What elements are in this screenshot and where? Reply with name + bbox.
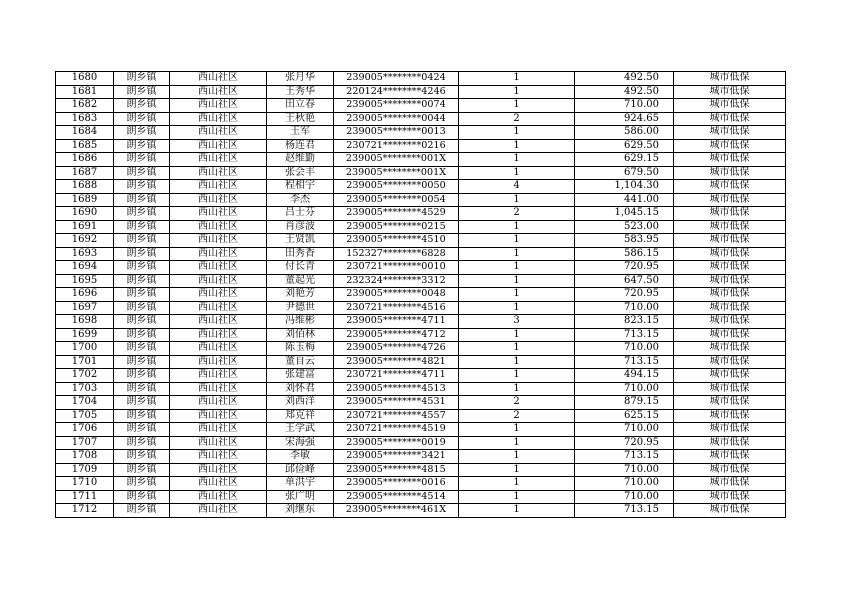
cell-community: 西山社区 xyxy=(170,247,267,261)
table-row xyxy=(56,436,786,450)
cell-town: 朗乡镇 xyxy=(114,274,170,288)
cell-community: 西山社区 xyxy=(170,153,267,167)
cell-person-name: 刘佰林 xyxy=(267,328,334,342)
cell-assistance-type: 城市低保 xyxy=(674,126,786,140)
cell-id-number: 230721********4519 xyxy=(334,423,459,437)
cell-id-number: 230721********4516 xyxy=(334,301,459,315)
cell-id-number: 239005********4712 xyxy=(334,328,459,342)
cell-amount: 629.15 xyxy=(575,153,674,167)
table-row xyxy=(56,355,786,369)
cell-household-count: 1 xyxy=(459,369,575,383)
cell-assistance-type: 城市低保 xyxy=(674,193,786,207)
table-row xyxy=(56,72,786,86)
cell-community: 西山社区 xyxy=(170,193,267,207)
cell-amount: 713.15 xyxy=(575,355,674,369)
cell-community: 西山社区 xyxy=(170,288,267,302)
cell-amount: 713.15 xyxy=(575,328,674,342)
table-row xyxy=(56,139,786,153)
table-row xyxy=(56,153,786,167)
cell-id-number: 239005********0074 xyxy=(334,99,459,113)
cell-id-number: 239005********4514 xyxy=(334,490,459,504)
table-body xyxy=(56,72,786,518)
table-row xyxy=(56,274,786,288)
cell-community: 西山社区 xyxy=(170,301,267,315)
table-row xyxy=(56,301,786,315)
table-row xyxy=(56,288,786,302)
cell-person-name: 张广明 xyxy=(267,490,334,504)
cell-community: 西山社区 xyxy=(170,274,267,288)
cell-town: 朗乡镇 xyxy=(114,315,170,329)
cell-community: 西山社区 xyxy=(170,220,267,234)
table-row xyxy=(56,423,786,437)
cell-town: 朗乡镇 xyxy=(114,477,170,491)
cell-household-count: 1 xyxy=(459,382,575,396)
cell-assistance-type: 城市低保 xyxy=(674,369,786,383)
cell-household-count: 1 xyxy=(459,355,575,369)
cell-serial-number: 1701 xyxy=(56,355,114,369)
cell-community: 西山社区 xyxy=(170,207,267,221)
cell-serial-number: 1706 xyxy=(56,423,114,437)
cell-amount: 1,104.30 xyxy=(575,180,674,194)
cell-person-name: 董起光 xyxy=(267,274,334,288)
cell-person-name: 董自云 xyxy=(267,355,334,369)
cell-person-name: 王学武 xyxy=(267,423,334,437)
cell-household-count: 1 xyxy=(459,274,575,288)
cell-serial-number: 1709 xyxy=(56,463,114,477)
cell-person-name: 刘西洋 xyxy=(267,396,334,410)
cell-serial-number: 1685 xyxy=(56,139,114,153)
cell-id-number: 239005********4529 xyxy=(334,207,459,221)
cell-serial-number: 1690 xyxy=(56,207,114,221)
table-row xyxy=(56,207,786,221)
cell-serial-number: 1683 xyxy=(56,112,114,126)
cell-amount: 441.00 xyxy=(575,193,674,207)
cell-assistance-type: 城市低保 xyxy=(674,490,786,504)
cell-amount: 523.00 xyxy=(575,220,674,234)
table-row xyxy=(56,261,786,275)
cell-id-number: 230721********4711 xyxy=(334,369,459,383)
cell-assistance-type: 城市低保 xyxy=(674,396,786,410)
cell-person-name: 吕士芬 xyxy=(267,207,334,221)
cell-household-count: 1 xyxy=(459,247,575,261)
cell-person-name: 王秀华 xyxy=(267,85,334,99)
cell-serial-number: 1682 xyxy=(56,99,114,113)
cell-assistance-type: 城市低保 xyxy=(674,220,786,234)
cell-serial-number: 1687 xyxy=(56,166,114,180)
cell-town: 朗乡镇 xyxy=(114,112,170,126)
cell-amount: 713.15 xyxy=(575,450,674,464)
cell-household-count: 1 xyxy=(459,423,575,437)
cell-amount: 625.15 xyxy=(575,409,674,423)
cell-id-number: 239005********461X xyxy=(334,504,459,518)
cell-amount: 583.95 xyxy=(575,234,674,248)
cell-amount: 710.00 xyxy=(575,423,674,437)
cell-serial-number: 1712 xyxy=(56,504,114,518)
cell-amount: 710.00 xyxy=(575,477,674,491)
cell-amount: 879.15 xyxy=(575,396,674,410)
cell-id-number: 239005********4513 xyxy=(334,382,459,396)
cell-household-count: 1 xyxy=(459,153,575,167)
cell-assistance-type: 城市低保 xyxy=(674,301,786,315)
cell-amount: 823.15 xyxy=(575,315,674,329)
cell-household-count: 1 xyxy=(459,436,575,450)
cell-household-count: 1 xyxy=(459,72,575,86)
cell-person-name: 李敏 xyxy=(267,450,334,464)
cell-amount: 720.95 xyxy=(575,261,674,275)
cell-id-number: 220124********4246 xyxy=(334,85,459,99)
cell-id-number: 230721********0216 xyxy=(334,139,459,153)
cell-community: 西山社区 xyxy=(170,126,267,140)
cell-amount: 713.15 xyxy=(575,504,674,518)
cell-household-count: 2 xyxy=(459,207,575,221)
table-row xyxy=(56,396,786,410)
cell-id-number: 239005********0215 xyxy=(334,220,459,234)
table-row xyxy=(56,477,786,491)
cell-person-name: 李杰 xyxy=(267,193,334,207)
cell-amount: 586.00 xyxy=(575,126,674,140)
cell-id-number: 239005********4531 xyxy=(334,396,459,410)
cell-assistance-type: 城市低保 xyxy=(674,261,786,275)
cell-community: 西山社区 xyxy=(170,139,267,153)
cell-community: 西山社区 xyxy=(170,450,267,464)
cell-serial-number: 1710 xyxy=(56,477,114,491)
cell-town: 朗乡镇 xyxy=(114,450,170,464)
cell-serial-number: 1695 xyxy=(56,274,114,288)
cell-town: 朗乡镇 xyxy=(114,126,170,140)
table-row xyxy=(56,409,786,423)
cell-household-count: 1 xyxy=(459,261,575,275)
cell-serial-number: 1693 xyxy=(56,247,114,261)
cell-serial-number: 1697 xyxy=(56,301,114,315)
cell-amount: 586.15 xyxy=(575,247,674,261)
cell-id-number: 239005********3421 xyxy=(334,450,459,464)
cell-assistance-type: 城市低保 xyxy=(674,139,786,153)
cell-person-name: 肖彦波 xyxy=(267,220,334,234)
cell-household-count: 2 xyxy=(459,409,575,423)
cell-amount: 710.00 xyxy=(575,99,674,113)
cell-person-name: 尹德世 xyxy=(267,301,334,315)
table-row xyxy=(56,369,786,383)
table-row xyxy=(56,180,786,194)
cell-town: 朗乡镇 xyxy=(114,423,170,437)
cell-town: 朗乡镇 xyxy=(114,72,170,86)
cell-person-name: 王军 xyxy=(267,126,334,140)
cell-household-count: 1 xyxy=(459,193,575,207)
table-row xyxy=(56,504,786,518)
cell-town: 朗乡镇 xyxy=(114,328,170,342)
cell-assistance-type: 城市低保 xyxy=(674,274,786,288)
cell-assistance-type: 城市低保 xyxy=(674,85,786,99)
cell-household-count: 1 xyxy=(459,139,575,153)
cell-town: 朗乡镇 xyxy=(114,193,170,207)
cell-assistance-type: 城市低保 xyxy=(674,328,786,342)
cell-town: 朗乡镇 xyxy=(114,342,170,356)
cell-serial-number: 1704 xyxy=(56,396,114,410)
cell-town: 朗乡镇 xyxy=(114,166,170,180)
cell-serial-number: 1684 xyxy=(56,126,114,140)
cell-assistance-type: 城市低保 xyxy=(674,180,786,194)
cell-town: 朗乡镇 xyxy=(114,396,170,410)
table-row xyxy=(56,99,786,113)
cell-id-number: 239005********0019 xyxy=(334,436,459,450)
cell-serial-number: 1689 xyxy=(56,193,114,207)
cell-community: 西山社区 xyxy=(170,504,267,518)
cell-amount: 710.00 xyxy=(575,342,674,356)
cell-community: 西山社区 xyxy=(170,72,267,86)
cell-town: 朗乡镇 xyxy=(114,409,170,423)
table-row xyxy=(56,450,786,464)
cell-serial-number: 1702 xyxy=(56,369,114,383)
cell-community: 西山社区 xyxy=(170,112,267,126)
cell-id-number: 239005********0054 xyxy=(334,193,459,207)
cell-serial-number: 1707 xyxy=(56,436,114,450)
cell-person-name: 张月华 xyxy=(267,72,334,86)
cell-town: 朗乡镇 xyxy=(114,139,170,153)
cell-assistance-type: 城市低保 xyxy=(674,342,786,356)
welfare-table xyxy=(55,71,786,518)
cell-serial-number: 1686 xyxy=(56,153,114,167)
cell-assistance-type: 城市低保 xyxy=(674,504,786,518)
cell-community: 西山社区 xyxy=(170,423,267,437)
cell-assistance-type: 城市低保 xyxy=(674,382,786,396)
cell-community: 西山社区 xyxy=(170,315,267,329)
cell-amount: 710.00 xyxy=(575,463,674,477)
cell-assistance-type: 城市低保 xyxy=(674,409,786,423)
cell-serial-number: 1698 xyxy=(56,315,114,329)
cell-person-name: 单洪宇 xyxy=(267,477,334,491)
cell-id-number: 152327********6828 xyxy=(334,247,459,261)
cell-household-count: 1 xyxy=(459,504,575,518)
table-row xyxy=(56,112,786,126)
cell-assistance-type: 城市低保 xyxy=(674,207,786,221)
cell-community: 西山社区 xyxy=(170,342,267,356)
cell-household-count: 1 xyxy=(459,477,575,491)
cell-community: 西山社区 xyxy=(170,261,267,275)
cell-household-count: 2 xyxy=(459,396,575,410)
cell-assistance-type: 城市低保 xyxy=(674,423,786,437)
cell-community: 西山社区 xyxy=(170,436,267,450)
table-row xyxy=(56,328,786,342)
cell-person-name: 刘艳芳 xyxy=(267,288,334,302)
cell-serial-number: 1691 xyxy=(56,220,114,234)
cell-town: 朗乡镇 xyxy=(114,153,170,167)
cell-town: 朗乡镇 xyxy=(114,490,170,504)
cell-amount: 710.00 xyxy=(575,382,674,396)
cell-community: 西山社区 xyxy=(170,234,267,248)
cell-person-name: 赵维勤 xyxy=(267,153,334,167)
table-row xyxy=(56,166,786,180)
cell-serial-number: 1696 xyxy=(56,288,114,302)
cell-community: 西山社区 xyxy=(170,382,267,396)
cell-person-name: 张会丰 xyxy=(267,166,334,180)
cell-person-name: 刘继东 xyxy=(267,504,334,518)
cell-amount: 924.65 xyxy=(575,112,674,126)
table-row xyxy=(56,342,786,356)
cell-id-number: 239005********4821 xyxy=(334,355,459,369)
cell-id-number: 239005********0013 xyxy=(334,126,459,140)
cell-amount: 710.00 xyxy=(575,301,674,315)
cell-town: 朗乡镇 xyxy=(114,288,170,302)
cell-town: 朗乡镇 xyxy=(114,301,170,315)
cell-town: 朗乡镇 xyxy=(114,247,170,261)
cell-person-name: 郑克祥 xyxy=(267,409,334,423)
cell-town: 朗乡镇 xyxy=(114,355,170,369)
table-row xyxy=(56,126,786,140)
cell-person-name: 付长青 xyxy=(267,261,334,275)
cell-town: 朗乡镇 xyxy=(114,234,170,248)
cell-serial-number: 1705 xyxy=(56,409,114,423)
cell-id-number: 239005********4726 xyxy=(334,342,459,356)
cell-assistance-type: 城市低保 xyxy=(674,450,786,464)
cell-household-count: 1 xyxy=(459,99,575,113)
cell-town: 朗乡镇 xyxy=(114,99,170,113)
cell-town: 朗乡镇 xyxy=(114,369,170,383)
cell-person-name: 程相宇 xyxy=(267,180,334,194)
table-row xyxy=(56,315,786,329)
cell-assistance-type: 城市低保 xyxy=(674,355,786,369)
cell-assistance-type: 城市低保 xyxy=(674,288,786,302)
cell-household-count: 1 xyxy=(459,288,575,302)
cell-id-number: 239005********4510 xyxy=(334,234,459,248)
cell-id-number: 239005********0016 xyxy=(334,477,459,491)
cell-amount: 679.50 xyxy=(575,166,674,180)
cell-town: 朗乡镇 xyxy=(114,207,170,221)
cell-community: 西山社区 xyxy=(170,409,267,423)
cell-town: 朗乡镇 xyxy=(114,504,170,518)
cell-community: 西山社区 xyxy=(170,99,267,113)
cell-amount: 710.00 xyxy=(575,490,674,504)
table-row xyxy=(56,85,786,99)
cell-assistance-type: 城市低保 xyxy=(674,315,786,329)
cell-person-name: 宋海强 xyxy=(267,436,334,450)
cell-serial-number: 1688 xyxy=(56,180,114,194)
cell-amount: 720.95 xyxy=(575,288,674,302)
cell-community: 西山社区 xyxy=(170,85,267,99)
cell-town: 朗乡镇 xyxy=(114,436,170,450)
cell-household-count: 1 xyxy=(459,342,575,356)
cell-person-name: 杨连君 xyxy=(267,139,334,153)
cell-id-number: 239005********4711 xyxy=(334,315,459,329)
cell-amount: 492.50 xyxy=(575,85,674,99)
table-row xyxy=(56,234,786,248)
cell-assistance-type: 城市低保 xyxy=(674,477,786,491)
cell-town: 朗乡镇 xyxy=(114,220,170,234)
cell-id-number: 239005********0050 xyxy=(334,180,459,194)
table-row xyxy=(56,220,786,234)
cell-household-count: 2 xyxy=(459,112,575,126)
cell-community: 西山社区 xyxy=(170,328,267,342)
cell-amount: 494.15 xyxy=(575,369,674,383)
cell-community: 西山社区 xyxy=(170,463,267,477)
cell-amount: 647.50 xyxy=(575,274,674,288)
cell-serial-number: 1699 xyxy=(56,328,114,342)
cell-person-name: 田秀香 xyxy=(267,247,334,261)
cell-community: 西山社区 xyxy=(170,490,267,504)
cell-serial-number: 1700 xyxy=(56,342,114,356)
cell-town: 朗乡镇 xyxy=(114,382,170,396)
table-row xyxy=(56,463,786,477)
cell-community: 西山社区 xyxy=(170,369,267,383)
cell-serial-number: 1703 xyxy=(56,382,114,396)
cell-serial-number: 1692 xyxy=(56,234,114,248)
cell-household-count: 1 xyxy=(459,490,575,504)
cell-id-number: 239005********4815 xyxy=(334,463,459,477)
cell-person-name: 邱俭峰 xyxy=(267,463,334,477)
cell-household-count: 1 xyxy=(459,166,575,180)
cell-household-count: 1 xyxy=(459,301,575,315)
cell-town: 朗乡镇 xyxy=(114,180,170,194)
cell-community: 西山社区 xyxy=(170,396,267,410)
cell-id-number: 239005********001X xyxy=(334,166,459,180)
cell-id-number: 239005********001X xyxy=(334,153,459,167)
table-row xyxy=(56,247,786,261)
cell-serial-number: 1708 xyxy=(56,450,114,464)
cell-id-number: 239005********0044 xyxy=(334,112,459,126)
cell-household-count: 1 xyxy=(459,463,575,477)
cell-person-name: 陈玉梅 xyxy=(267,342,334,356)
cell-amount: 492.50 xyxy=(575,72,674,86)
cell-household-count: 1 xyxy=(459,85,575,99)
cell-id-number: 239005********0424 xyxy=(334,72,459,86)
cell-amount: 1,045.15 xyxy=(575,207,674,221)
cell-community: 西山社区 xyxy=(170,180,267,194)
cell-assistance-type: 城市低保 xyxy=(674,436,786,450)
cell-town: 朗乡镇 xyxy=(114,463,170,477)
cell-person-name: 王秋艳 xyxy=(267,112,334,126)
cell-community: 西山社区 xyxy=(170,355,267,369)
cell-household-count: 1 xyxy=(459,126,575,140)
cell-assistance-type: 城市低保 xyxy=(674,99,786,113)
cell-person-name: 张建富 xyxy=(267,369,334,383)
cell-id-number: 232324********3312 xyxy=(334,274,459,288)
cell-assistance-type: 城市低保 xyxy=(674,463,786,477)
cell-town: 朗乡镇 xyxy=(114,261,170,275)
cell-household-count: 3 xyxy=(459,315,575,329)
cell-serial-number: 1711 xyxy=(56,490,114,504)
cell-amount: 720.95 xyxy=(575,436,674,450)
cell-household-count: 1 xyxy=(459,450,575,464)
cell-person-name: 冯维彬 xyxy=(267,315,334,329)
cell-household-count: 1 xyxy=(459,220,575,234)
cell-id-number: 230721********4557 xyxy=(334,409,459,423)
table-row xyxy=(56,193,786,207)
cell-assistance-type: 城市低保 xyxy=(674,153,786,167)
cell-person-name: 刘怀君 xyxy=(267,382,334,396)
cell-community: 西山社区 xyxy=(170,477,267,491)
cell-id-number: 230721********0010 xyxy=(334,261,459,275)
cell-assistance-type: 城市低保 xyxy=(674,112,786,126)
cell-assistance-type: 城市低保 xyxy=(674,72,786,86)
cell-amount: 629.50 xyxy=(575,139,674,153)
cell-assistance-type: 城市低保 xyxy=(674,247,786,261)
cell-id-number: 239005********0048 xyxy=(334,288,459,302)
cell-person-name: 田立春 xyxy=(267,99,334,113)
cell-serial-number: 1680 xyxy=(56,72,114,86)
cell-community: 西山社区 xyxy=(170,166,267,180)
cell-person-name: 王贤凯 xyxy=(267,234,334,248)
cell-serial-number: 1681 xyxy=(56,85,114,99)
cell-household-count: 1 xyxy=(459,328,575,342)
cell-assistance-type: 城市低保 xyxy=(674,166,786,180)
table-row xyxy=(56,382,786,396)
cell-household-count: 1 xyxy=(459,234,575,248)
table-row xyxy=(56,490,786,504)
cell-household-count: 4 xyxy=(459,180,575,194)
cell-assistance-type: 城市低保 xyxy=(674,234,786,248)
cell-serial-number: 1694 xyxy=(56,261,114,275)
cell-town: 朗乡镇 xyxy=(114,85,170,99)
